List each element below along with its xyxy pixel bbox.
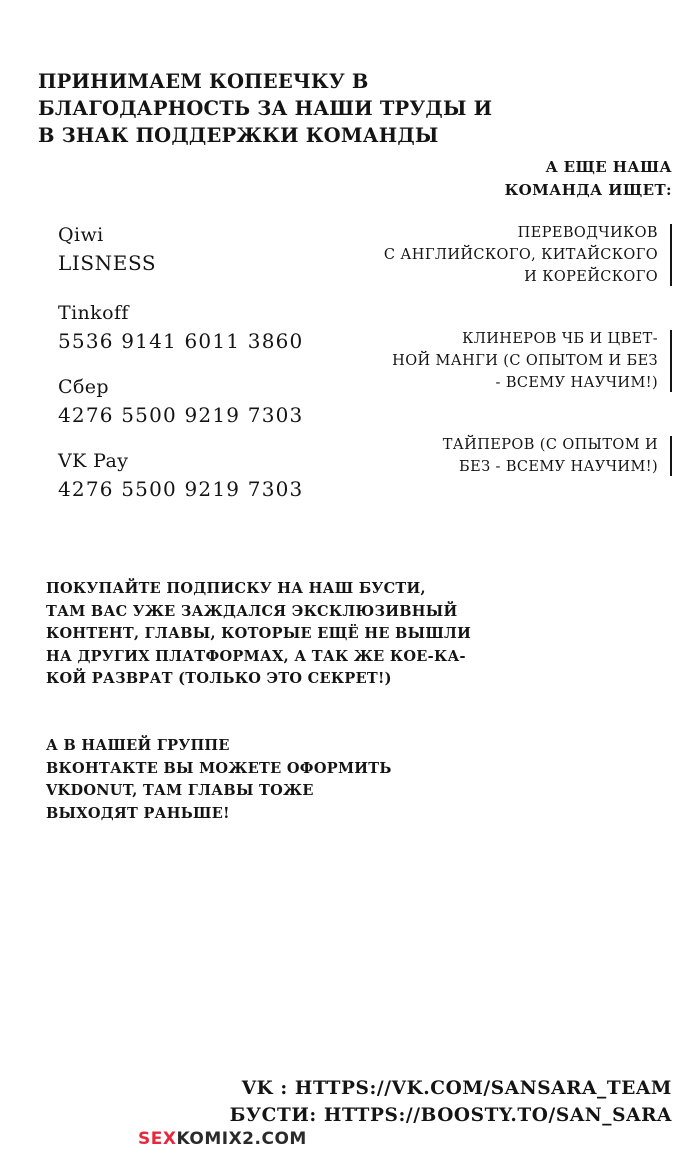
boosty-promo-line-2: ТАМ ВАС УЖЕ ЗАЖДАЛСЯ ЭКСКЛЮЗИВНЫЙ <box>46 602 458 620</box>
recruiting-item-typesetters-line-1: ТАЙПЕРОВ (С ОПЫТОМ И <box>442 437 658 453</box>
footer-link-vk[interactable]: VK : HTTPS://VK.COM/SANSARA_TEAM <box>241 1078 672 1099</box>
vk-promo-line-3: VKDONUT, ТАМ ГЛАВЫ ТОЖЕ <box>46 782 314 799</box>
recruiting-item-translators-line-3: И КОРЕЙСКОГО <box>524 269 658 285</box>
recruiting-item-cleaners <box>342 328 672 394</box>
recruiting-item-typesetters-line-2: БЕЗ - ВСЕМУ НАУЧИМ!) <box>459 459 658 475</box>
footer-link-boosty[interactable]: БУСТИ: HTTPS://BOOSTY.TO/SAN_SARA <box>229 1105 672 1126</box>
recruiting-heading-line-1: А ЕЩЕ НАША <box>545 158 672 176</box>
watermark-part-1: SEX <box>138 1129 177 1149</box>
payment-value-qiwi: LISNESS <box>58 251 157 275</box>
payment-label-tinkoff: Tinkoff <box>58 302 129 324</box>
boosty-promo-line-3: КОНТЕНТ, ГЛАВЫ, КОТОРЫЕ ЕЩЁ НЕ ВЫШЛИ <box>46 625 472 642</box>
page-title-line-2: БЛАГОДАРНОСТЬ ЗА НАШИ ТРУДЫ И <box>38 97 493 120</box>
vk-promo-line-4: ВЫХОДЯТ РАНЬШЕ! <box>46 804 230 822</box>
payment-value-tinkoff: 5536 9141 6011 3860 <box>58 329 304 353</box>
site-watermark <box>138 1129 307 1149</box>
recruiting-list <box>342 222 672 512</box>
vk-promo-text <box>46 735 486 825</box>
vertical-rule <box>670 436 672 476</box>
vertical-rule <box>670 224 672 286</box>
footer-links <box>230 1075 672 1129</box>
payment-label-qiwi: Qiwi <box>58 224 104 246</box>
page-title-line-1: ПРИНИМАЕМ КОПЕЕЧКУ В <box>38 70 369 93</box>
recruiting-item-translators-line-2: С АНГЛИЙСКОГО, КИТАЙСКОГО <box>383 247 658 263</box>
payment-label-vkpay: VK Pay <box>58 450 129 472</box>
payment-value-sber: 4276 5500 9219 7303 <box>58 403 304 427</box>
recruiting-item-cleaners-line-1: КЛИНЕРОВ ЧБ И ЦВЕТ- <box>462 331 658 347</box>
boosty-promo-line-4: НА ДРУГИХ ПЛАТФОРМАХ, А ТАК ЖЕ КОЕ-КА- <box>46 647 466 665</box>
boosty-promo-line-1: ПОКУПАЙТЕ ПОДПИСКУ НА НАШ БУСТИ, <box>46 580 426 597</box>
recruiting-item-translators <box>342 222 672 288</box>
recruiting-item-typesetters <box>342 434 672 478</box>
vk-promo-line-1: А В НАШЕЙ ГРУППЕ <box>46 737 230 754</box>
page-title <box>38 68 493 149</box>
page-title-line-3: В ЗНАК ПОДДЕРЖКИ КОМАНДЫ <box>38 124 439 147</box>
recruiting-heading <box>372 156 672 202</box>
watermark-part-2: KOMIX2.COM <box>176 1129 307 1149</box>
boosty-promo-text <box>46 578 486 691</box>
recruiting-item-cleaners-line-2: НОЙ МАНГИ (С ОПЫТОМ И БЕЗ <box>392 353 658 369</box>
recruiting-item-cleaners-line-3: - ВСЕМУ НАУЧИМ!) <box>495 375 658 391</box>
vk-promo-line-2: ВКОНТАКТЕ ВЫ МОЖЕТЕ ОФОРМИТЬ <box>46 759 392 777</box>
payment-value-vkpay: 4276 5500 9219 7303 <box>58 477 304 501</box>
recruiting-item-translators-line-1: ПЕРЕВОДЧИКОВ <box>517 225 658 241</box>
boosty-promo-line-5: КОЙ РАЗВРАТ (ТОЛЬКО ЭТО СЕКРЕТ!) <box>46 670 392 687</box>
recruiting-heading-line-2: КОМАНДА ИЩЕТ: <box>504 181 672 199</box>
vertical-rule <box>670 330 672 392</box>
payment-label-sber: Сбер <box>58 376 109 398</box>
